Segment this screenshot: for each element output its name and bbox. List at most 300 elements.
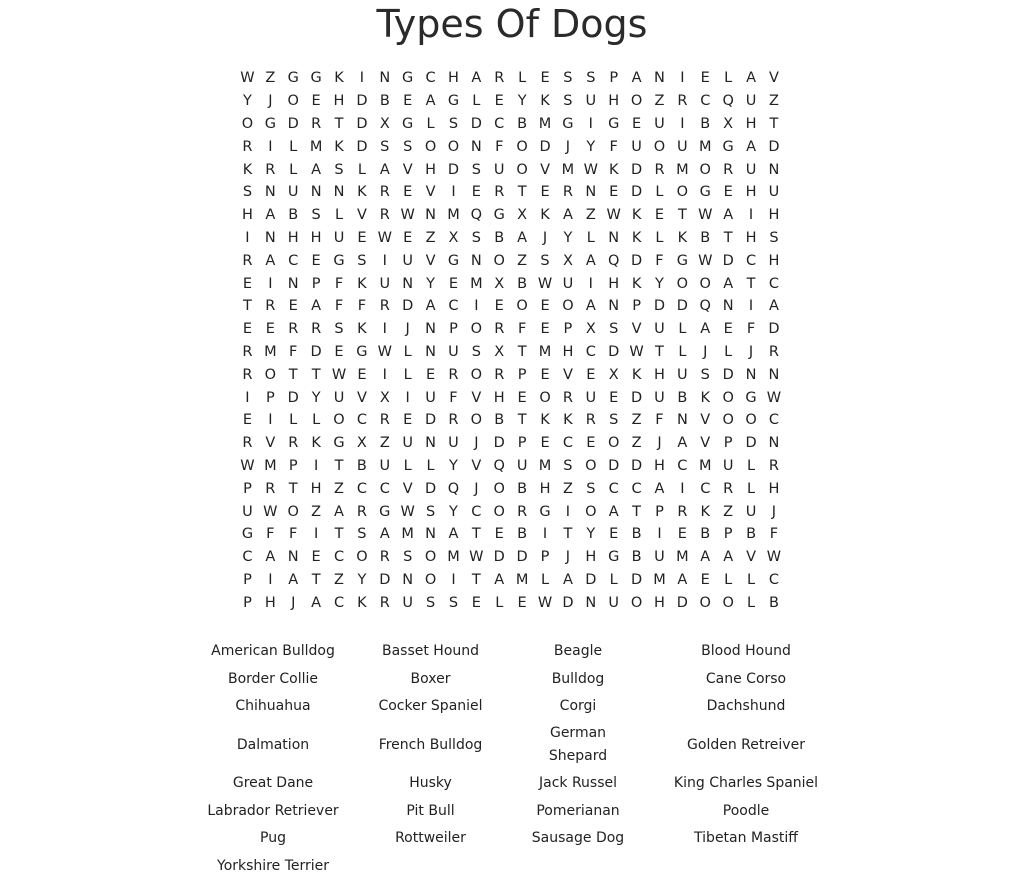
grid-letter: K [334,138,344,155]
grid-letter: E [654,207,665,224]
word-list-item: Chihuahua [235,697,311,714]
grid-letter: E [609,526,619,543]
grid-letter: T [769,115,779,132]
grid-letter: I [382,366,387,383]
grid-letter: E [517,594,527,611]
grid-letter: A [654,480,665,497]
grid-letter: I [474,298,479,315]
grid-letter: T [677,207,687,224]
grid-letter: Z [654,93,665,110]
grid-letter: R [288,435,299,452]
grid-letter: G [722,138,734,155]
grid-letter: X [356,435,367,452]
grid-letter: D [516,549,528,566]
grid-letter: C [448,298,459,315]
grid-letter: G [447,93,460,110]
grid-letter: J [565,138,571,155]
grid-letter: R [288,321,299,338]
grid-letter: Z [425,229,436,246]
grid-letter: W [469,549,484,566]
grid-letter: N [425,343,436,360]
grid-letter: I [680,70,685,87]
grid-letter: W [583,161,598,178]
grid-letter: K [631,229,642,246]
grid-letter: H [768,252,780,269]
grid-letter: L [334,207,344,224]
grid-letter: O [516,298,528,315]
grid-letter: D [768,321,780,338]
grid-letter: W [331,366,347,383]
grid-letter: D [562,594,574,611]
grid-letter: O [722,389,734,406]
grid-letter: E [723,321,733,338]
grid-letter: N [722,298,734,315]
grid-letter: Y [449,503,458,520]
grid-letter: G [493,207,505,224]
grid-letter: K [540,207,550,224]
grid-letter: K [540,93,550,110]
grid-letter: U [448,343,459,360]
grid-letter: B [517,115,528,132]
grid-letter: O [653,138,666,155]
grid-letter: S [609,412,619,429]
grid-letter: U [722,457,734,474]
grid-letter: Z [334,571,344,588]
grid-letter: K [563,412,573,429]
grid-letter: Y [563,229,573,246]
grid-letter: R [242,252,253,269]
grid-letter: C [677,457,688,474]
grid-letter: D [631,389,643,406]
grid-letter: S [425,594,436,611]
grid-letter: S [425,503,436,520]
grid-letter: Z [311,503,322,520]
grid-letter: U [585,93,597,110]
grid-letter: J [291,594,296,611]
grid-letter: G [562,115,574,132]
grid-letter: R [562,389,573,406]
grid-letter: A [677,571,688,588]
grid-letter: S [471,161,481,178]
grid-letter: L [746,480,756,497]
grid-letter: B [677,389,688,406]
grid-letter: S [769,229,779,246]
grid-letter: K [242,161,253,178]
grid-letter: T [334,457,344,474]
grid-letter: E [242,412,253,429]
grid-letter: W [377,229,392,246]
grid-letter: T [288,366,298,383]
grid-letter: M [538,343,552,360]
grid-letter: E [540,70,550,87]
grid-letter: A [425,298,436,315]
grid-letter: R [677,93,688,110]
grid-letter: H [768,207,780,224]
grid-letter: Q [699,298,711,315]
grid-letter: F [449,389,458,406]
grid-letter: V [471,389,482,406]
grid-letter: V [402,480,413,497]
grid-letter: N [585,594,597,611]
grid-letter: W [766,389,782,406]
grid-letter: L [312,412,321,429]
grid-letter: C [631,480,642,497]
grid-letter: J [771,503,777,520]
grid-letter: F [357,298,367,315]
grid-letter: V [425,184,436,201]
grid-letter: T [746,275,756,292]
grid-letter: C [700,480,711,497]
grid-letter: R [448,366,459,383]
grid-letter: E [517,389,527,406]
grid-letter: Z [723,503,734,520]
grid-letter: E [586,366,596,383]
grid-letter: A [471,70,482,87]
grid-letter: P [311,275,321,292]
word-list-item: Labrador Retriever [207,802,339,819]
word-list-item: Husky [409,775,452,792]
grid-letter: S [563,457,573,474]
grid-letter: R [265,298,276,315]
grid-letter: B [700,115,711,132]
grid-letter: H [745,184,757,201]
grid-letter: U [745,93,757,110]
grid-letter: W [537,275,553,292]
grid-letter: H [654,594,665,611]
word-list-item: Great Dane [232,775,314,792]
word-list [198,638,849,880]
grid-letter: Q [722,93,734,110]
grid-letter: S [334,161,344,178]
grid-letter: N [768,161,780,178]
grid-letter: U [654,115,665,132]
grid-letter: K [357,275,367,292]
grid-letter: O [699,161,711,178]
grid-letter: C [333,594,345,611]
grid-letter: E [540,435,550,452]
grid-letter: L [403,457,412,474]
grid-letter: V [700,435,711,452]
grid-letter: O [722,594,734,611]
grid-letter: N [287,275,299,292]
grid-letter: F [495,138,504,155]
grid-letter: S [700,366,710,383]
grid-letter: H [585,549,597,566]
grid-letter: H [654,457,665,474]
word-list-item: Tibetan Mastiff [694,830,798,847]
grid-letter: O [424,549,437,566]
grid-letter: O [493,503,505,520]
grid-letter: U [402,594,413,611]
grid-letter: E [311,252,321,269]
grid-letter: A [311,161,322,178]
grid-letter: V [540,161,550,178]
grid-letter: C [288,252,299,269]
grid-letter: I [748,298,754,315]
grid-letter: L [724,70,733,87]
grid-letter: C [608,480,619,497]
grid-letter: M [538,115,552,132]
grid-letter: U [745,503,757,520]
grid-letter: O [424,571,437,588]
grid-letter: G [745,389,757,406]
grid-letter: E [265,321,275,338]
grid-letter: A [768,298,779,315]
grid-letter: D [402,298,414,315]
grid-letter: T [334,526,344,543]
grid-letter: E [403,93,413,110]
grid-letter: A [746,138,756,155]
grid-letter: L [609,571,618,588]
grid-letter: I [680,115,685,132]
grid-letter: O [287,93,299,110]
grid-letter: H [745,229,757,246]
grid-letter: R [768,343,779,360]
word-list-item: Basset Hound [381,643,480,660]
grid-letter: C [562,435,573,452]
grid-letter: V [356,207,367,224]
grid-letter: H [608,275,620,292]
grid-letter: L [357,161,366,178]
grid-letter: S [334,321,344,338]
grid-letter: L [746,457,756,474]
grid-letter: E [357,366,367,383]
grid-letter: S [242,184,253,201]
grid-letter: S [448,594,459,611]
grid-letter: N [425,321,436,338]
grid-letter: C [356,480,367,497]
grid-letter: E [403,412,413,429]
grid-letter: P [265,389,275,406]
grid-letter: R [379,412,390,429]
grid-letter: L [540,571,550,588]
grid-letter: A [677,435,688,452]
grid-letter: E [700,70,710,87]
grid-letter: S [563,93,573,110]
grid-letter: D [424,480,437,497]
grid-letter: L [426,115,435,132]
grid-letter: D [653,298,666,315]
grid-letter: L [403,343,412,360]
grid-letter: Y [449,457,458,474]
grid-letter: U [677,138,688,155]
grid-letter: N [310,184,322,201]
grid-letter: L [518,70,527,87]
grid-letter: M [699,457,712,474]
grid-letter: Y [655,275,664,292]
grid-letter: B [517,480,528,497]
grid-letter: W [240,70,255,87]
grid-letter: A [723,207,734,224]
grid-letter: T [288,480,298,497]
grid-letter: D [768,138,780,155]
grid-letter: B [517,526,528,543]
grid-letter: N [287,549,299,566]
grid-letter: U [654,321,665,338]
grid-letter: E [425,366,436,383]
grid-letter: R [494,366,505,383]
grid-letter: P [243,594,252,611]
letter-grid [236,67,785,614]
grid-letter: F [334,298,344,315]
grid-letter: A [700,549,711,566]
word-list-item: Corgi [559,697,597,714]
grid-letter: K [631,366,642,383]
grid-letter: Y [311,389,321,406]
grid-letter: I [657,526,662,543]
grid-letter: D [470,115,482,132]
grid-letter: L [655,229,664,246]
grid-letter: B [517,275,528,292]
grid-letter: A [562,571,573,588]
grid-letter: I [313,526,319,543]
word-list-item: Cane Corso [705,670,787,687]
grid-letter: G [333,435,345,452]
grid-letter: U [677,366,688,383]
grid-letter: U [333,229,345,246]
grid-letter: A [425,93,436,110]
grid-letter: P [632,298,641,315]
grid-letter: Z [517,252,528,269]
grid-letter: V [746,549,756,566]
grid-letter: L [403,366,412,383]
grid-letter: V [700,412,711,429]
grid-letter: A [608,503,619,520]
grid-letter: C [700,93,711,110]
grid-letter: U [654,389,665,406]
grid-letter: R [562,184,573,201]
grid-letter: J [657,435,662,452]
grid-letter: B [631,526,642,543]
grid-letter: A [631,70,642,87]
grid-letter: D [310,343,322,360]
grid-letter: G [241,526,254,543]
grid-letter: L [678,321,687,338]
grid-letter: P [288,457,298,474]
grid-letter: M [447,207,460,224]
grid-letter: E [677,526,687,543]
grid-letter: N [768,435,780,452]
grid-letter: E [448,275,459,292]
grid-letter: H [745,115,757,132]
grid-letter: E [609,184,619,201]
grid-letter: O [630,594,643,611]
grid-letter: S [357,252,367,269]
grid-letter: P [723,526,733,543]
grid-letter: D [379,571,391,588]
grid-letter: I [565,503,571,520]
grid-letter: T [517,412,527,429]
grid-letter: P [517,435,527,452]
grid-letter: R [494,70,505,87]
grid-letter: D [608,343,620,360]
grid-letter: U [745,161,757,178]
grid-letter: A [517,229,528,246]
grid-letter: X [517,207,528,224]
grid-letter: U [608,594,619,611]
grid-letter: I [588,275,593,292]
grid-letter: G [402,115,414,132]
grid-letter: G [676,252,688,269]
grid-letter: L [472,93,481,110]
grid-letter: W [766,549,782,566]
grid-letter: B [288,207,299,224]
grid-letter: N [425,526,436,543]
grid-letter: E [609,389,619,406]
grid-letter: M [699,138,712,155]
grid-letter: U [242,503,253,520]
grid-letter: K [334,70,344,87]
grid-letter: R [379,549,390,566]
grid-letter: F [655,412,664,429]
grid-letter: H [654,366,665,383]
grid-letter: T [632,503,642,520]
grid-letter: H [493,389,505,406]
grid-letter: U [562,275,574,292]
grid-letter: B [768,594,779,611]
grid-letter: R [379,207,390,224]
grid-letter: I [405,389,410,406]
grid-letter: I [451,571,456,588]
grid-letter: Z [585,207,596,224]
grid-letter: M [676,161,689,178]
grid-letter: D [722,366,734,383]
grid-letter: R [242,138,253,155]
grid-letter: R [517,503,528,520]
grid-letter: E [586,435,596,452]
word-list-item: Dalmation [236,736,310,753]
grid-letter: G [356,343,368,360]
grid-letter: Q [607,252,620,269]
grid-letter: H [310,229,322,246]
grid-letter: U [379,457,391,474]
grid-letter: D [447,161,460,178]
grid-letter: M [515,571,529,588]
grid-letter: E [334,343,344,360]
word-list-item: Golden Retreiver [687,736,805,753]
grid-letter: X [723,115,734,132]
grid-letter: O [676,184,689,201]
grid-letter: F [609,138,618,155]
grid-letter: R [723,161,734,178]
grid-letter: Q [470,207,483,224]
grid-letter: T [723,229,733,246]
grid-letter: E [540,321,550,338]
grid-letter: J [703,343,708,360]
grid-letter: B [700,229,711,246]
word-list-item: Dachshund [706,697,786,714]
grid-letter: O [333,412,345,429]
grid-letter: I [268,412,273,429]
grid-letter: K [608,161,619,178]
grid-letter: S [586,480,596,497]
grid-letter: E [540,184,550,201]
grid-letter: A [448,526,459,543]
grid-letter: R [494,321,505,338]
grid-letter: C [379,480,390,497]
grid-letter: C [471,503,482,520]
word-list-item: Pit Bull [406,802,455,819]
grid-letter: W [629,343,644,360]
grid-letter: H [608,93,620,110]
grid-letter: R [723,480,734,497]
grid-letter: L [724,571,733,588]
grid-letter: K [631,207,642,224]
grid-letter: C [425,70,436,87]
grid-letter: D [356,138,368,155]
grid-letter: R [379,184,390,201]
grid-letter: F [769,526,779,543]
